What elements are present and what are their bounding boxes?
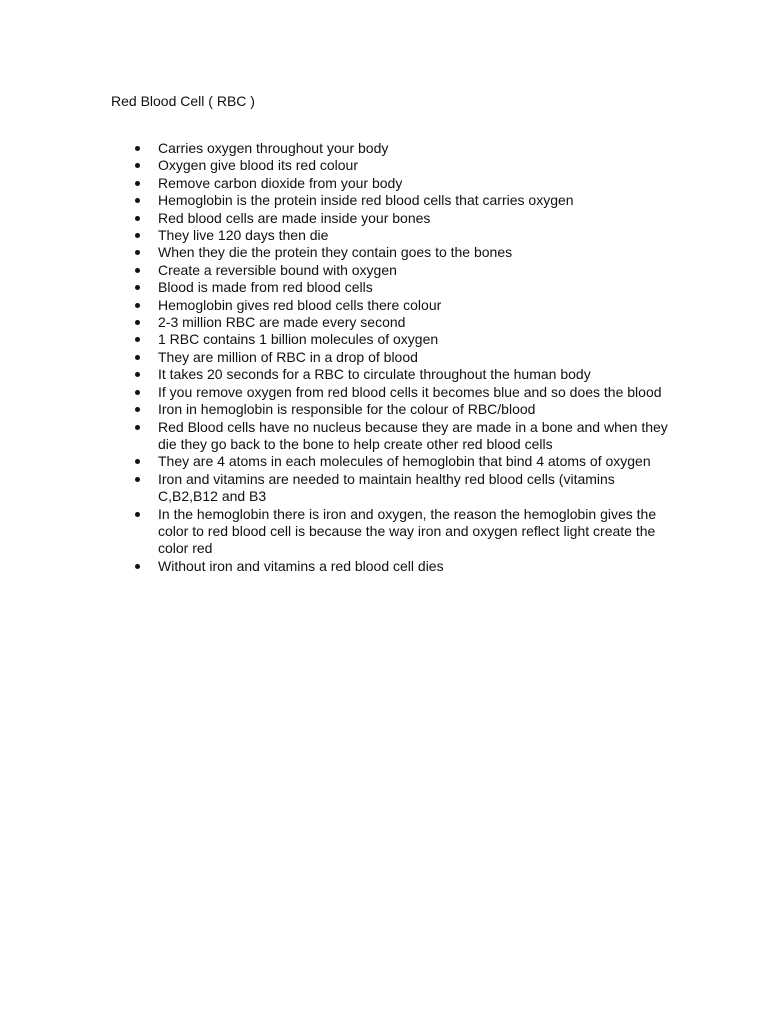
list-item-text: 1 RBC contains 1 billion molecules of oxygen xyxy=(158,331,439,348)
list-item-text: They are 4 atoms in each molecules of hemoglobin that bind 4 atoms of oxygen xyxy=(158,453,651,470)
bullet-icon xyxy=(135,198,140,203)
list-item xyxy=(0,471,668,506)
list-item-text: Oxygen give blood its red colour xyxy=(158,157,358,174)
list-item-text: Hemoglobin gives red blood cells there colour xyxy=(158,296,442,313)
bullet-icon xyxy=(135,564,140,569)
bullet-icon xyxy=(135,355,140,360)
bullet-icon xyxy=(135,268,140,273)
list-item-text: Remove carbon dioxide from your body xyxy=(158,174,403,191)
bullet-icon xyxy=(135,216,140,221)
list-item-text: They are million of RBC in a drop of blood xyxy=(158,348,418,365)
list-item-text: Red blood cells are made inside your bones xyxy=(158,209,431,226)
list-item-text: Red Blood cells have no nucleus because they are made in a bone and when they die they go back to the bone to help create other red blood cells xyxy=(158,418,668,452)
bullet-icon xyxy=(135,233,140,238)
list-item xyxy=(0,331,668,348)
bullet-icon xyxy=(135,512,140,517)
list-item xyxy=(0,262,668,279)
bullet-icon xyxy=(135,407,140,412)
list-item-text: They live 120 days then die xyxy=(158,227,329,244)
list-item xyxy=(0,384,668,401)
list-item xyxy=(0,175,668,192)
list-item xyxy=(0,419,668,454)
list-item xyxy=(0,140,668,157)
bullet-icon xyxy=(135,477,140,482)
list-item xyxy=(0,157,668,174)
bullet-icon xyxy=(135,250,140,255)
bullet-icon xyxy=(135,285,140,290)
list-item-text: Blood is made from red blood cells xyxy=(158,279,373,296)
list-item xyxy=(0,366,668,383)
list-item xyxy=(0,244,668,261)
list-item-text: Iron and vitamins are needed to maintain healthy red blood cells (vitamins C,B2,B12 and B3 xyxy=(158,470,615,505)
list-item-text: It takes 20 seconds for a RBC to circulate throughout the human body xyxy=(158,366,591,383)
list-item xyxy=(0,349,668,366)
list-item-text: Create a reversible bound with oxygen xyxy=(158,261,397,278)
bullet-icon xyxy=(135,372,140,377)
list-item-text: When they die the protein they contain goes to the bones xyxy=(158,244,513,261)
list-item-text: 2-3 million RBC are made every second xyxy=(158,314,406,331)
bullet-icon xyxy=(135,146,140,151)
list-item-text: Iron in hemoglobin is responsible for the colour of RBC/blood xyxy=(158,401,536,418)
bullet-icon xyxy=(135,337,140,342)
list-item-text: Hemoglobin is the protein inside red blood cells that carries oxygen xyxy=(158,192,574,209)
bullet-icon xyxy=(135,425,140,430)
list-item-text: Carries oxygen throughout your body xyxy=(158,140,389,156)
list-item xyxy=(0,506,668,558)
list-item xyxy=(0,558,668,575)
bullet-icon xyxy=(135,181,140,186)
list-item-text: Without iron and vitamins a red blood cell dies xyxy=(158,557,444,574)
list-item xyxy=(0,314,668,331)
bullet-icon xyxy=(135,303,140,308)
list-item xyxy=(0,279,668,296)
bullet-icon xyxy=(135,163,140,168)
document-title: Red Blood Cell ( RBC ) xyxy=(111,93,255,109)
list-item xyxy=(0,297,668,314)
list-item-text: If you remove oxygen from red blood cells it becomes blue and so does the blood xyxy=(158,383,662,400)
list-item xyxy=(0,210,668,227)
bullet-icon xyxy=(135,390,140,395)
list-item xyxy=(0,401,668,418)
bullet-icon xyxy=(135,320,140,325)
bullet-list xyxy=(0,140,768,575)
bullet-icon xyxy=(135,459,140,464)
list-item-text: In the hemoglobin there is iron and oxygen, the reason the hemoglobin gives the color to red blood cell is because the way iron and oxygen reflect light create the color red xyxy=(158,505,657,557)
list-item xyxy=(0,453,668,470)
list-item xyxy=(0,227,668,244)
list-item xyxy=(0,192,668,209)
